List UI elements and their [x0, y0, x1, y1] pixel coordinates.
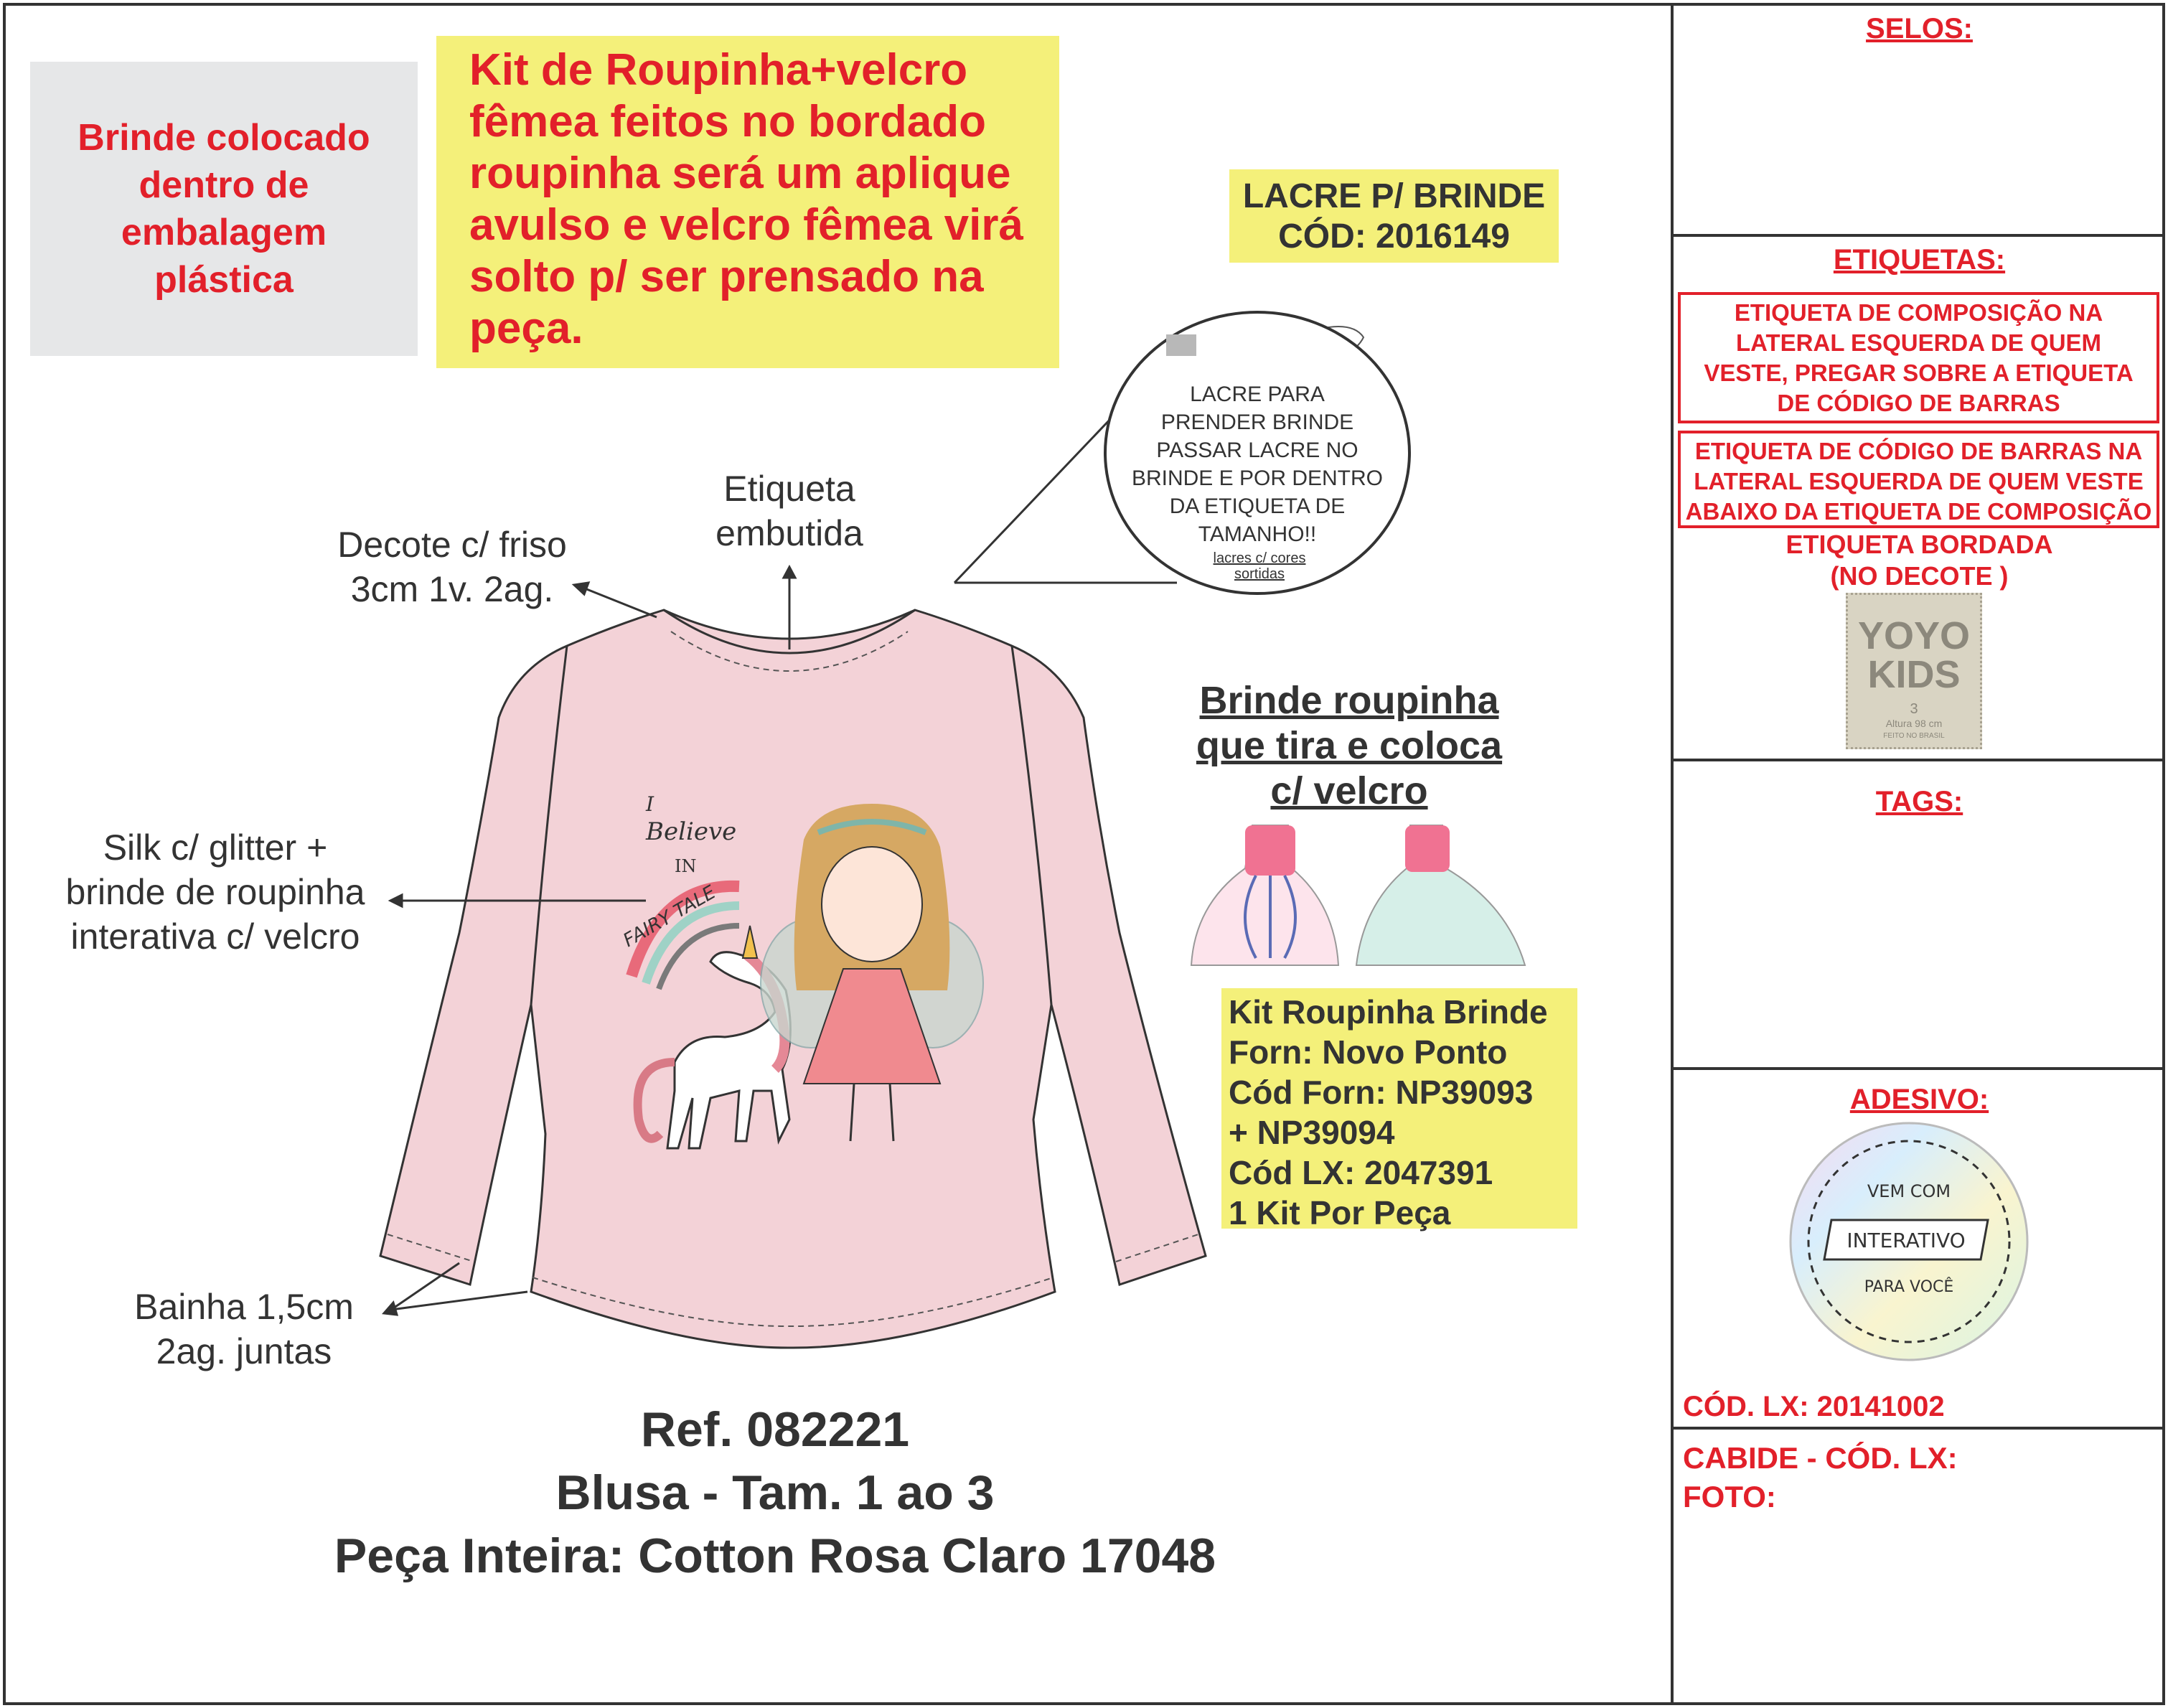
circle-pointer-line-upper: [954, 402, 1127, 583]
lacre-tag-icon: [1166, 334, 1196, 356]
cabide-foto: CABIDE - CÓD. LX: FOTO:: [1683, 1441, 1958, 1514]
sidebar-divider-1: [1672, 234, 2165, 237]
label-made-in: FEITO NO BRASIL: [1883, 732, 1945, 740]
lacre-brinde-box: LACRE P/ BRINDE CÓD: 2016149: [1229, 169, 1559, 263]
section-title-selos: SELOS:: [1866, 13, 1973, 44]
print-text-in: IN: [675, 856, 697, 876]
lacre-circle-text: LACRE PARA PRENDER BRINDE PASSAR LACRE NO BRINDE E POR DENTRO DA ETIQUETA DE TAMANHO!!: [1131, 383, 1384, 546]
sticker-text-middle: INTERATIVO: [1846, 1229, 1966, 1252]
lacre-circle-small-text: lacres c/ cores sortidas: [1213, 550, 1306, 582]
callout-silk: Silk c/ glitter + brinde de roupinha interativa c/ velcro: [65, 827, 365, 957]
arrow-etiqueta-head: [784, 567, 795, 578]
pink-dress-bodice: [1245, 825, 1295, 876]
section-title-adesivo: ADESIVO:: [1849, 1084, 1989, 1115]
yoyo-kids-label: [1846, 593, 1982, 749]
callout-decote: Decote c/ friso 3cm 1v. 2ag.: [337, 525, 567, 609]
sidebar-divider-3: [1672, 1067, 2165, 1070]
print-text-believe: Believe: [646, 817, 737, 846]
sidebar-divider-4: [1672, 1427, 2165, 1430]
etiqueta-composicao-box: ETIQUETA DE COMPOSIÇÃO NA LATERAL ESQUERDA DE QUEM VESTE, PREGAR SOBRE A ETIQUETA DE CÓDIGO DE BARRAS: [1678, 292, 2159, 423]
etiqueta-barras-box: ETIQUETA DE CÓDIGO DE BARRAS NA LATERAL ESQUERDA DE QUEM VESTE ABAIXO DA ETIQUETA DE COMPOSIÇÃO: [1678, 431, 2159, 528]
brinde-title: Brinde roupinha que tira e coloca c/ velcro: [1196, 679, 1503, 812]
sticker-text-bottom: PARA VOCÊ: [1864, 1278, 1954, 1296]
kit-note: Kit de Roupinha+velcro fêmea feitos no bordado roupinha será um aplique avulso e velcro fêmea virá solto p/ ser prensado na peça.: [436, 36, 1059, 368]
print-text-fairy-tale: FAIRY TALE: [619, 881, 720, 952]
label-size: 3: [1910, 701, 1918, 717]
callout-etiqueta-embutida: Etiqueta embutida: [715, 469, 863, 553]
section-title-etiquetas: ETIQUETAS:: [1833, 244, 2006, 276]
adesivo-sticker: [1791, 1123, 2027, 1360]
brinde-packaging-text: Brinde colocado dentro de embalagem plástica: [78, 117, 370, 301]
callout-bainha: Bainha 1,5cm 2ag. juntas: [134, 1287, 354, 1371]
adesivo-cod-lx: CÓD. LX: 20141002: [1683, 1391, 1945, 1422]
arrow-bainha-head: [384, 1303, 397, 1315]
brinde-dress-mint: [1356, 825, 1525, 965]
sticker-text-top: VEM COM: [1867, 1181, 1951, 1201]
brinde-dress-pink: [1191, 825, 1338, 965]
etiqueta-bordada-title: ETIQUETA BORDADA (NO DECOTE ): [1785, 530, 2053, 591]
label-brand: YOYO KIDS: [1857, 614, 1971, 696]
product-reference: Ref. 082221 Blusa - Tam. 1 ao 3 Peça Inteira: Cotton Rosa Claro 17048: [334, 1402, 1216, 1583]
mint-dress-bodice: [1405, 825, 1450, 872]
label-height: Altura 98 cm: [1885, 718, 1943, 729]
section-title-tags: TAGS:: [1875, 786, 1963, 817]
print-text-i: I: [646, 792, 654, 816]
kit-details-box: Kit Roupinha Brinde Forn: Novo Ponto Cód Forn: NP39093 + NP39094 Cód LX: 2047391 1 Kit Por Peça: [1221, 988, 1577, 1229]
fairy-face: [822, 847, 922, 962]
sidebar-divider-2: [1672, 759, 2165, 761]
